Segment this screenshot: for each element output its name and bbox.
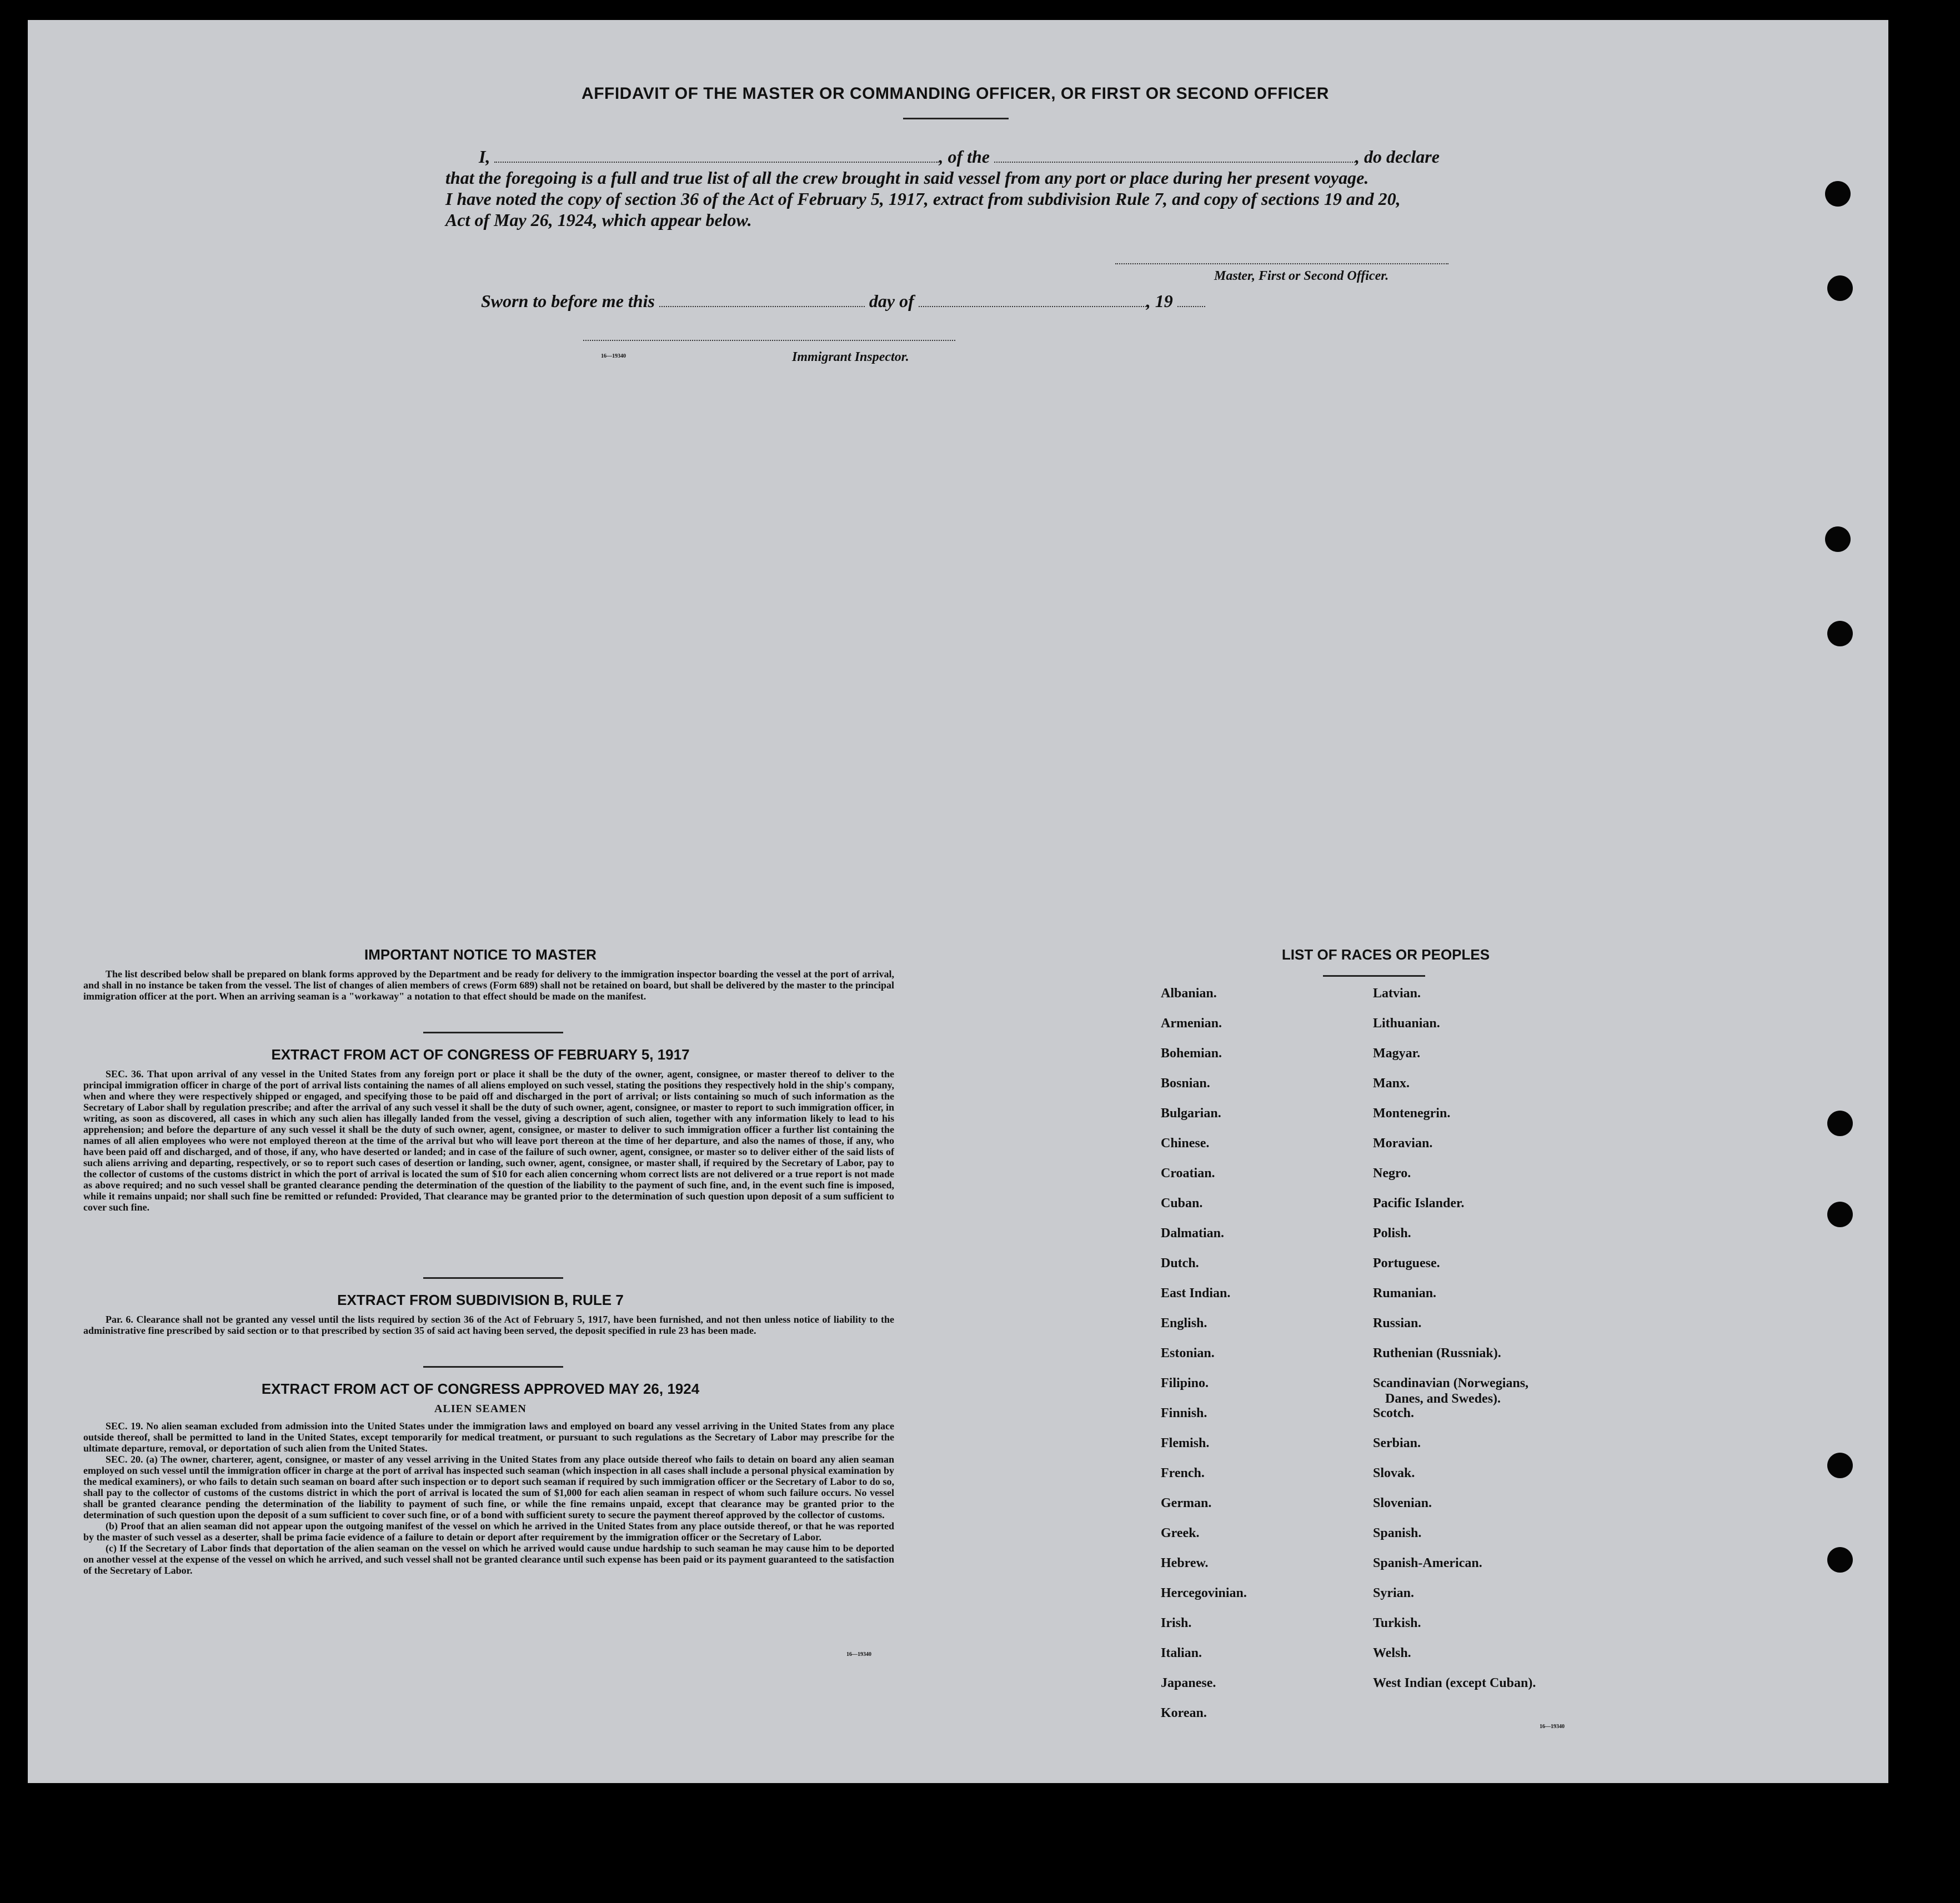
sworn-line	[481, 291, 1205, 312]
race-item: Italian.	[1161, 1646, 1202, 1660]
race-item: Estonian.	[1161, 1346, 1215, 1360]
declarant-name-field[interactable]	[494, 162, 939, 163]
race-item: Moravian.	[1373, 1136, 1433, 1151]
section-19-paragraph: SEC. 19. No alien seaman excluded from admission into the United States under the immigration laws and employed on board any vessel arriving in the United States from any place outside thereof, shall be permitted to land in the United States, except temporarily for medical treatment, or pursuant to such regulations as the Secretary of Labor may prescribe for the ultimate departure, removal, or deportation of such alien from the United States.	[83, 1420, 894, 1454]
race-item: Slovak.	[1373, 1466, 1415, 1480]
race-item: Hercegovinian.	[1161, 1586, 1247, 1600]
race-item: Armenian.	[1161, 1016, 1222, 1031]
binder-hole	[1827, 1111, 1853, 1136]
rule-7-title: EXTRACT FROM SUBDIVISION B, RULE 7	[337, 1292, 624, 1308]
race-item: Pacific Islander.	[1373, 1196, 1465, 1211]
section-divider	[423, 1366, 563, 1368]
races-form-number: 16—19340	[1540, 1724, 1565, 1730]
race-item: Bulgarian.	[1161, 1106, 1221, 1121]
race-item: Spanish-American.	[1373, 1556, 1482, 1570]
race-item: Dalmatian.	[1161, 1226, 1224, 1241]
affidavit-title: AFFIDAVIT OF THE MASTER OR COMMANDING OFFICER, OR FIRST OR SECOND OFFICER	[582, 84, 1329, 103]
binder-hole	[1827, 1547, 1853, 1573]
binder-hole	[1827, 1202, 1853, 1227]
alien-seamen-subtitle: ALIEN SEAMEN	[434, 1403, 527, 1415]
race-item: Filipino.	[1161, 1376, 1209, 1390]
race-item: Serbian.	[1373, 1436, 1421, 1450]
section-36-paragraph: SEC. 36. That upon arrival of any vessel in the United States from any foreign port or place it shall be the duty of the owner, agent, consignee, or master thereof to deliver to the principal immigration officer in charge of the port of arrival lists containing the names of all aliens employed on such vessel, stating the positions they respectively hold in the ship's company, when and where they were respectively shipped or engaged, and specifying those to be paid off and discharged in the port of arrival; or lists containing so much of such information as the Secretary of Labor shall by regulation prescribe; and after the arrival of any such vessel it shall be the duty of such owner, agent, consignee, or master to report to such immigration officer, in writing, as soon as discovered, all cases in which any such alien has illegally landed from the vessel, giving a description of such alien, together with any information likely to lead to his apprehension; and before the departure of any such vessel it shall be the duty of such owner, agent, consignee, or master to deliver to such immigration officer a further list containing the names of all alien employees who were not employed thereon at the time of the arrival but who will leave port thereon at the time of her departure, and also the names of those, if any, who have been paid off and discharged, and of those, if any, who have deserted or landed; and in case of the failure of such owner, agent, consignee, or master so to deliver either of the said lists of such aliens arriving and departing, respectively, or so to report such cases of desertion or landing, such owner, agent, consignee, or master shall, if required by the Secretary of Labor, pay to the collector of customs of the customs district in which the port of arrival is located the sum of $10 for each alien concerning whom correct lists are not delivered or a true report is not made as above required; and no such vessel shall be granted clearance pending the determination of the question of the liability to the payment of such fine, and, in the event such fine is imposed, while it remains unpaid; nor shall such fine be remitted or refunded: Provided, That clearance may be granted prior to the determination of such question upon deposit of a sum sufficient to cover such fine.	[83, 1068, 894, 1213]
race-item: Manx.	[1373, 1076, 1410, 1091]
extract-1924-text	[83, 1420, 894, 1576]
section-20a-paragraph: SEC. 20. (a) The owner, charterer, agent, consignee, or master of any vessel arriving in the United States from any place outside thereof who fails to detain on board any alien seaman employed on such vessel until the immigration officer in charge at the port of arrival has inspected such seaman (which inspection in all cases shall include a personal physical examination by the medical examiners), or who fails to detain such seaman on board after such inspection or to deport such seaman if required by such immigration officer or the Secretary of Labor to do so, shall pay to the collector of customs of the customs district in which the port of arrival is located the sum of $1,000 for each alien seaman in respect of whom such failure occurs. No vessel shall be granted clearance pending the determination of the liability to payment of such fine, or while the fine remains unpaid, except that clearance may be granted prior to the determination of such question upon the deposit of a sum sufficient to cover such fine, or of a bond with sufficient surety to secure the payment thereof approved by the collector of customs.	[83, 1454, 894, 1520]
race-item: Polish.	[1373, 1226, 1411, 1241]
notice-text	[83, 968, 894, 1002]
declaration-line-4: Act of May 26, 1924, which appear below.	[445, 210, 752, 230]
notice-paragraph: The list described below shall be prepared on blank forms approved by the Department and be ready for delivery to the immigration inspector boarding the vessel at the port of arrival, and shall in no instance be taken from the vessel. The list of changes of alien members of crews (Form 689) shall not be retained on board, but shall be delivered by the master to the principal immigration officer at the port. When an arriving seaman is a "workaway" a notation to that effect should be made on the manifest.	[83, 968, 894, 1002]
race-item: French.	[1161, 1466, 1205, 1480]
race-item: Slovenian.	[1373, 1496, 1432, 1510]
declaration-line-2: that the foregoing is a full and true list of all the crew brought in said vessel from any port or place during her present voyage.	[445, 168, 1369, 188]
race-item: Irish.	[1161, 1616, 1192, 1630]
race-item: Spanish.	[1373, 1526, 1422, 1540]
section-divider	[423, 1032, 563, 1033]
race-item: Flemish.	[1161, 1436, 1210, 1450]
affidavit-form-number: 16—19340	[601, 353, 626, 359]
sworn-day-of: day of	[869, 291, 914, 311]
master-signature-field[interactable]	[1115, 263, 1448, 264]
race-item: Danes, and Swedes).	[1385, 1392, 1501, 1406]
races-title: LIST OF RACES OR PEOPLES	[1281, 946, 1490, 963]
declarant-prefix: I,	[479, 147, 490, 167]
race-item: Welsh.	[1373, 1646, 1411, 1660]
race-item: Syrian.	[1373, 1586, 1415, 1600]
declaration-line-1	[479, 147, 1440, 167]
sworn-prefix: Sworn to before me this	[481, 291, 655, 311]
race-item: Finnish.	[1161, 1406, 1207, 1420]
race-item: Scandinavian (Norwegians,	[1373, 1376, 1529, 1390]
race-item: Scotch.	[1373, 1406, 1414, 1420]
race-item: West Indian (except Cuban).	[1373, 1676, 1536, 1690]
declaration-line-3: I have noted the copy of section 36 of the Act of February 5, 1917, extract from subdivision Rule 7, and copy of sections 19 and 20,	[445, 189, 1401, 209]
of-the-text: , of the	[939, 147, 990, 167]
binder-hole	[1827, 621, 1853, 646]
extract-1917-title: EXTRACT FROM ACT OF CONGRESS OF FEBRUARY 5, 1917	[271, 1046, 690, 1063]
race-item: Lithuanian.	[1373, 1016, 1440, 1031]
races-divider	[1323, 975, 1425, 977]
binder-hole	[1827, 275, 1853, 301]
race-item: Albanian.	[1161, 986, 1217, 1001]
sworn-year-prefix: , 19	[1146, 291, 1173, 311]
section-20c-paragraph: (c) If the Secretary of Labor finds that deportation of the alien seaman on the vessel on which he arrived would cause undue hardship to such seaman he may cause him to be deported on another vessel at the expense of the vessel on which he arrived, and such vessel shall not be granted clearance until such expense has been paid or its payment guaranteed to the satisfaction of the Secretary of Labor.	[83, 1543, 894, 1576]
race-item: English.	[1161, 1316, 1207, 1330]
sworn-year-field[interactable]	[1177, 306, 1205, 307]
race-item: Hebrew.	[1161, 1556, 1209, 1570]
race-item: Japanese.	[1161, 1676, 1216, 1690]
race-item: East Indian.	[1161, 1286, 1231, 1301]
inspector-signature-field[interactable]	[583, 340, 955, 341]
vessel-name-field[interactable]	[994, 162, 1355, 163]
race-item: Cuban.	[1161, 1196, 1203, 1211]
race-item: Magyar.	[1373, 1046, 1421, 1061]
inspector-label: Immigrant Inspector.	[792, 350, 909, 364]
race-item: Bohemian.	[1161, 1046, 1222, 1061]
race-item: Ruthenian (Russniak).	[1373, 1346, 1501, 1360]
race-item: Korean.	[1161, 1706, 1207, 1720]
do-declare-text: , do declare	[1355, 147, 1440, 167]
binder-hole	[1825, 181, 1851, 207]
binder-hole	[1825, 526, 1851, 552]
race-item: Montenegrin.	[1373, 1106, 1451, 1121]
master-signature-label: Master, First or Second Officer.	[1214, 269, 1389, 283]
race-item: Turkish.	[1373, 1616, 1421, 1630]
sworn-day-field[interactable]	[659, 306, 865, 307]
binder-hole	[1827, 1453, 1853, 1478]
race-item: Russian.	[1373, 1316, 1422, 1330]
race-item: Croatian.	[1161, 1166, 1215, 1181]
title-divider	[903, 118, 1009, 119]
race-item: Bosnian.	[1161, 1076, 1210, 1091]
section-20b-paragraph: (b) Proof that an alien seaman did not appear upon the outgoing manifest of the vessel on which he arrived in the United States from any place outside thereof, or that he was reported by the master of such vessel as a deserter, shall be prima facie evidence of a failure to detain or deport after requirement by the immigration officer or the Secretary of Labor.	[83, 1520, 894, 1543]
form-sheet	[28, 20, 1888, 1783]
race-item: German.	[1161, 1496, 1212, 1510]
race-item: Portuguese.	[1373, 1256, 1440, 1271]
section-divider	[423, 1277, 563, 1279]
race-item: Dutch.	[1161, 1256, 1199, 1271]
race-item: Rumanian.	[1373, 1286, 1437, 1301]
sworn-month-field[interactable]	[919, 306, 1146, 307]
race-item: Chinese.	[1161, 1136, 1210, 1151]
rule-7-text	[83, 1314, 894, 1336]
rule-7-paragraph: Par. 6. Clearance shall not be granted any vessel until the lists required by section 36 of the Act of February 5, 1917, have been furnished, and not then unless notice of liability to the administrative fine prescribed by said section or to that prescribed by section 35 of said act having been served, the deposit specified in rule 23 has been made.	[83, 1314, 894, 1336]
race-item: Negro.	[1373, 1166, 1411, 1181]
notice-title: IMPORTANT NOTICE TO MASTER	[364, 946, 596, 963]
extract-form-number: 16—19340	[846, 1651, 871, 1658]
extract-1917-text	[83, 1068, 894, 1213]
race-item: Greek.	[1161, 1526, 1200, 1540]
extract-1924-title: EXTRACT FROM ACT OF CONGRESS APPROVED MAY 26, 1924	[261, 1380, 700, 1397]
race-item: Latvian.	[1373, 986, 1421, 1001]
